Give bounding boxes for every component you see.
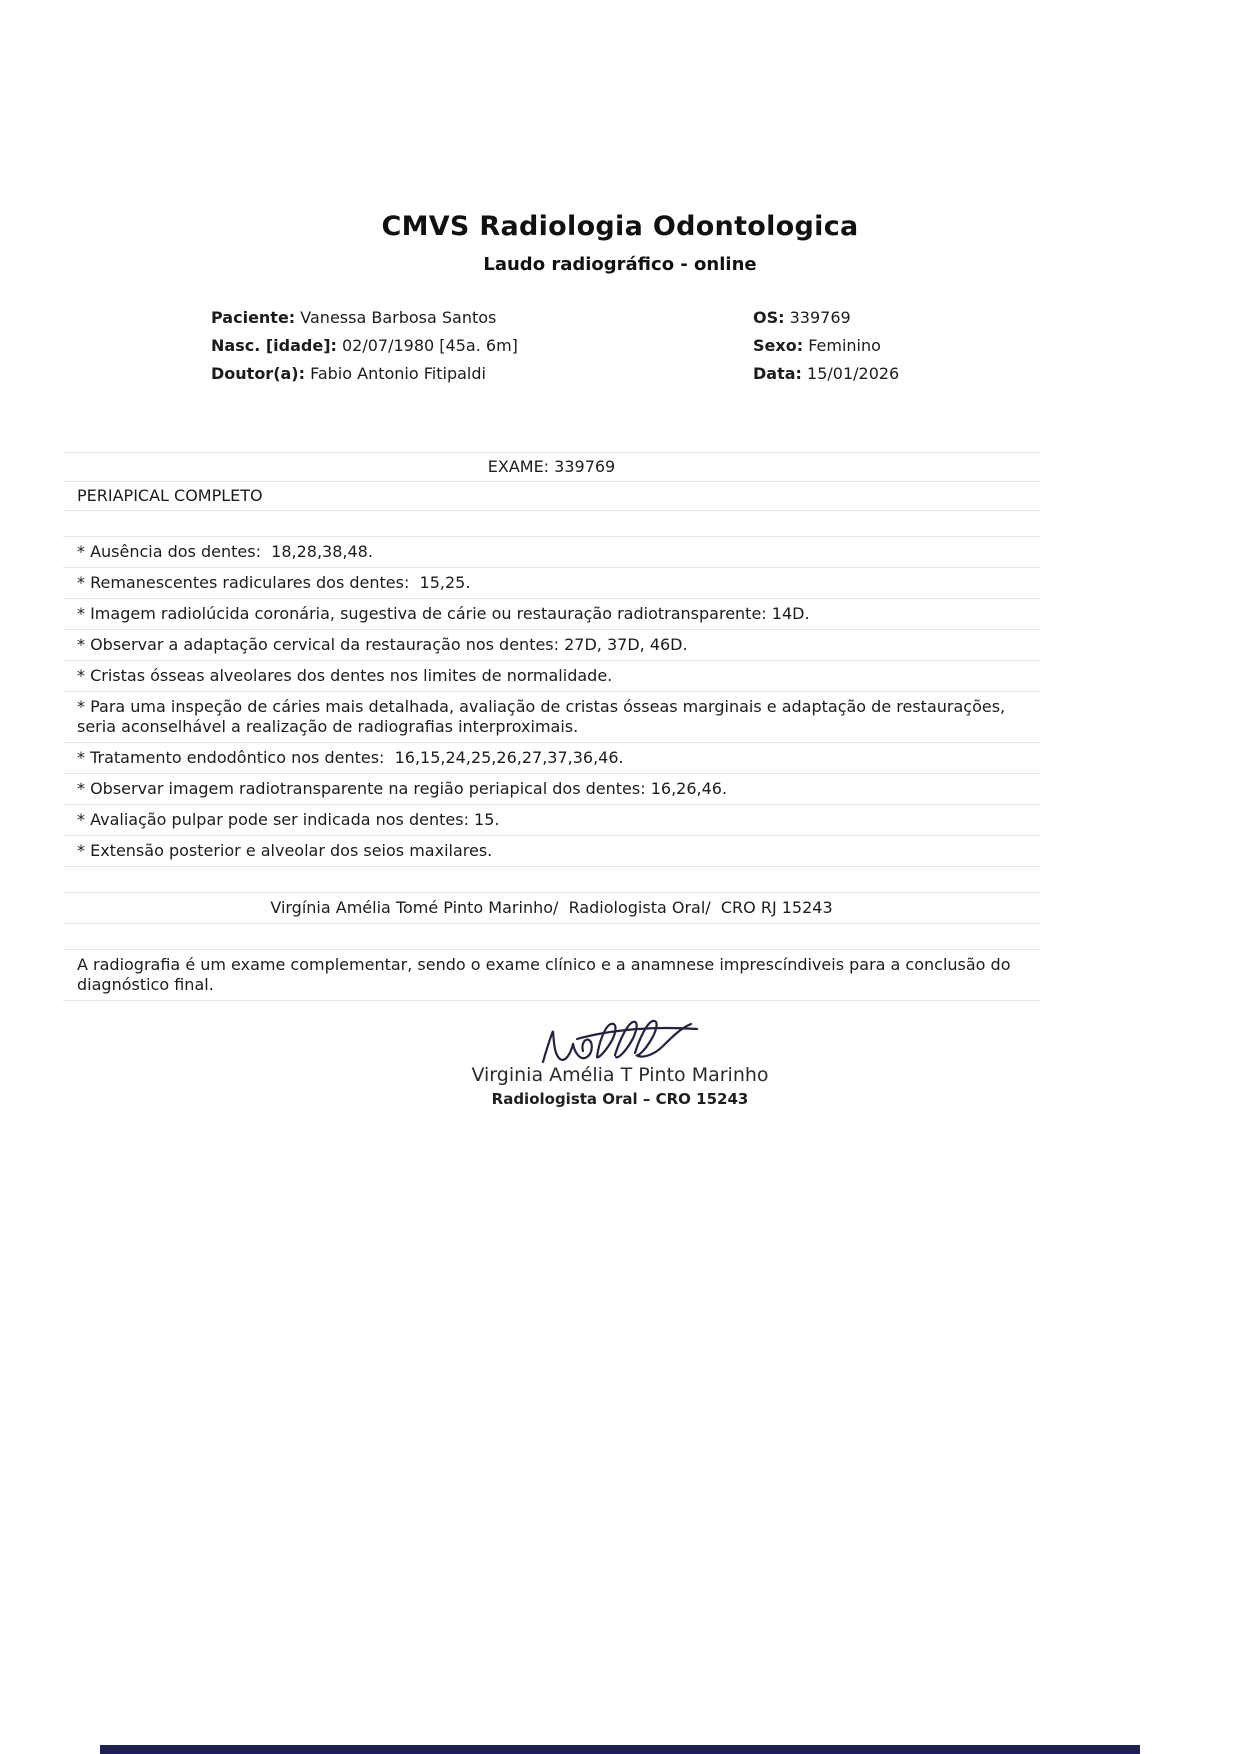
order-number-label: OS: (753, 307, 785, 327)
order-number-value: 339769 (789, 307, 851, 327)
finding-text: * Cristas ósseas alveolares dos dentes nos limites de normalidade. (77, 666, 613, 685)
finding-row (63, 836, 1040, 867)
date-label: Data: (753, 363, 802, 383)
finding-row (63, 568, 1040, 599)
patient-name-value: Vanessa Barbosa Santos (300, 307, 497, 327)
radiologist-row (63, 893, 1040, 924)
finding-text: * Extensão posterior e alveolar dos seios maxilares. (77, 841, 493, 860)
exam-report-table (63, 452, 1040, 1001)
finding-row (63, 805, 1040, 836)
signatory-credentials: Radiologista Oral – CRO 15243 (491, 1090, 749, 1108)
birthdate-cell (211, 336, 753, 355)
sex-cell (753, 336, 1091, 355)
page-title: CMVS Radiologia Odontologica (381, 211, 859, 242)
patient-info-row (211, 359, 1091, 387)
finding-row (63, 537, 1040, 568)
patient-info-row (211, 303, 1091, 331)
date-value: 15/01/2026 (807, 363, 900, 383)
finding-text: * Imagem radiolúcida coronária, sugestiva de cárie ou restauração radiotransparente: 14D. (77, 604, 810, 623)
exam-type-row (63, 482, 1040, 511)
page-subtitle: Laudo radiográfico - online (483, 254, 757, 275)
doctor-label: Doutor(a): (211, 363, 306, 383)
radiologist-line: Virgínia Amélia Tomé Pinto Marinho/ Radiologista Oral/ CRO RJ 15243 (270, 898, 833, 917)
finding-row (63, 692, 1040, 743)
finding-row (63, 743, 1040, 774)
exam-number: EXAME: 339769 (487, 457, 616, 476)
finding-text: * Observar imagem radiotransparente na região periapical dos dentes: 16,26,46. (77, 779, 728, 798)
finding-text: * Para uma inspeção de cáries mais detalhada, avaliação de cristas ósseas marginais e adaptação de restaurações, seria aconselhável a realização de radiografias interproximais. (77, 697, 1011, 736)
order-number-cell (753, 308, 1091, 327)
finding-row (63, 599, 1040, 630)
birthdate-label: Nasc. [idade]: (211, 335, 337, 355)
patient-name-label: Paciente: (211, 307, 296, 327)
finding-row (63, 661, 1040, 692)
date-cell (753, 364, 1091, 383)
patient-info-row (211, 331, 1091, 359)
doctor-cell (211, 364, 753, 383)
spacer-row (63, 511, 1040, 537)
exam-number-row (63, 453, 1040, 482)
finding-row (63, 774, 1040, 805)
finding-text: * Tratamento endodôntico nos dentes: 16,15,24,25,26,27,37,36,46. (77, 748, 624, 767)
finding-text: * Avaliação pulpar pode ser indicada nos dentes: 15. (77, 810, 500, 829)
spacer-row (63, 924, 1040, 950)
finding-text: * Remanescentes radiculares dos dentes: 15,25. (77, 573, 471, 592)
signatory-name: Virginia Amélia T Pinto Marinho (471, 1064, 769, 1086)
disclaimer-text: A radiografia é um exame complementar, sendo o exame clínico e a anamnese imprescíndiveis para a conclusão do diagnóstico final. (77, 955, 1016, 994)
birthdate-value: 02/07/1980 [45a. 6m] (342, 335, 518, 355)
footer-bar (100, 1745, 1140, 1754)
disclaimer-row (63, 950, 1040, 1001)
doctor-value: Fabio Antonio Fitipaldi (310, 363, 486, 383)
sex-value: Feminino (808, 335, 881, 355)
signature-block (0, 1018, 1240, 1110)
finding-text: * Ausência dos dentes: 18,28,38,48. (77, 542, 373, 561)
finding-row (63, 630, 1040, 661)
spacer-row (63, 867, 1040, 893)
exam-type: PERIAPICAL COMPLETO (77, 486, 263, 505)
patient-name-cell (211, 308, 753, 327)
sex-label: Sexo: (753, 335, 804, 355)
patient-info-block (211, 303, 1091, 387)
finding-text: * Observar a adaptação cervical da restauração nos dentes: 27D, 37D, 46D. (77, 635, 688, 654)
